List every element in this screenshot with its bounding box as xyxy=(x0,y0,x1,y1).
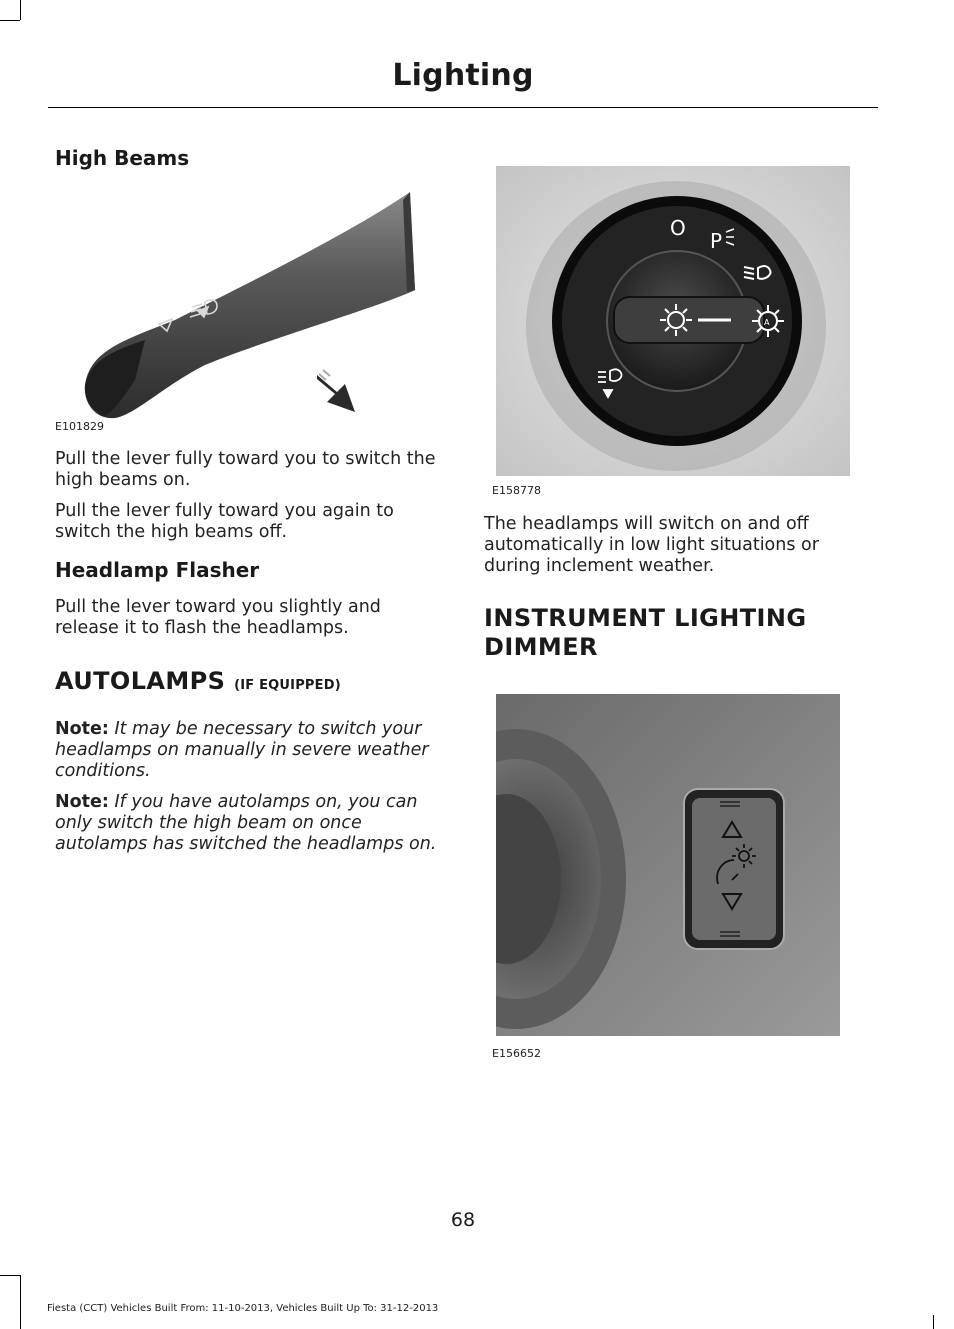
footer-text: Fiesta (CCT) Vehicles Built From: 11-10-2013, Vehicles Built Up To: 31-12-2013 xyxy=(47,1303,439,1314)
note xyxy=(55,792,447,855)
off-position-label: O xyxy=(670,216,686,240)
parking-position-label: P xyxy=(710,229,723,253)
page-number: 68 xyxy=(450,1209,476,1231)
pull-arrow-icon xyxy=(317,370,355,412)
heading-line: INSTRUMENT LIGHTING xyxy=(484,604,807,632)
crop-mark xyxy=(0,20,20,21)
stalk-lever-figure xyxy=(55,180,420,430)
figure-label: E101829 xyxy=(55,420,104,433)
if-equipped-label: (IF EQUIPPED) xyxy=(234,678,341,693)
instrument-lighting-dimmer-heading xyxy=(484,604,806,662)
crop-mark xyxy=(0,1275,20,1276)
paragraph: Pull the lever fully toward you to switch the high beams on. xyxy=(55,449,436,490)
figure-label: E156652 xyxy=(492,1047,541,1060)
page-title: Lighting xyxy=(392,58,534,93)
headlamp-flasher-heading: Headlamp Flasher xyxy=(55,558,260,582)
title-divider xyxy=(48,107,878,108)
heading-line: DIMMER xyxy=(484,633,598,661)
note-text: It may be necessary to switch your headlamps on manually in severe weather conditions. xyxy=(55,719,429,781)
paragraph: Pull the lever fully toward you again to switch the high beams off. xyxy=(55,501,394,542)
note xyxy=(55,719,447,782)
figure-label: E158778 xyxy=(492,484,541,497)
high-beams-heading: High Beams xyxy=(55,146,190,170)
note-text: If you have autolamps on, you can only switch the high beam on once autolamps has switched the headlamps on. xyxy=(55,792,437,854)
paragraph: Pull the lever toward you slightly and release it to flash the headlamps. xyxy=(55,597,381,638)
note-label: Note: xyxy=(55,792,109,812)
autolamps-heading xyxy=(55,667,341,700)
auto-position-label: A xyxy=(764,318,770,327)
paragraph: The headlamps will switch on and off automatically in low light situations or during inclement weather. xyxy=(484,514,819,576)
autolamps-heading-text: AUTOLAMPS xyxy=(55,667,226,695)
crop-mark xyxy=(933,1315,934,1329)
crop-mark xyxy=(20,0,21,20)
note-label: Note: xyxy=(55,719,109,739)
dimmer-switch-figure xyxy=(496,694,840,1036)
lighting-control-dial-figure xyxy=(496,166,850,476)
crop-mark xyxy=(20,1275,21,1329)
